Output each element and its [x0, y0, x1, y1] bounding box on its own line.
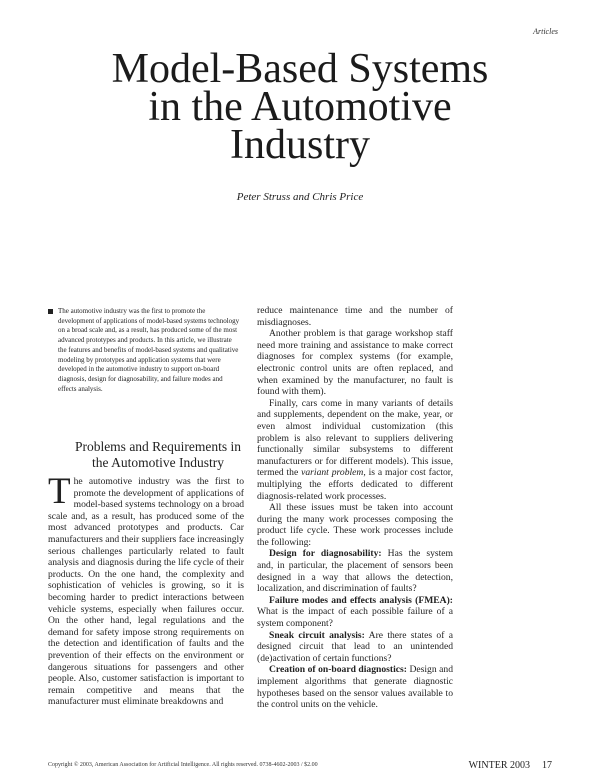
list-item [257, 664, 453, 710]
paragraph-text: Finally, cars come in many variants of details and supplements, dependent on the make, year, or even almost individual customization (this problem is also relevant to suppliers delivering functionally similar subsystems to different manufacturers or for different models). This issue, termed the [257, 397, 453, 479]
body-text: he automotive industry was the first to promote the development of applications of model-based systems technology on a broad scale and, as a result, has produced some of the most advanced prototypes and products. Car manufacturers and their suppliers face increasingly serious challenges particularly related to fault analysis and diagnosis during the life cycle of their products. On the one hand, the complexity and sophistication of vehicles is growing, so it is becoming harder to predict interactions between vehicle systems, especially when failures occur. On the other hand, legal regulations and the demand for safety impose strong requirements on the detection and identification of faults and the prevention of their effects on the environment or dangerous situations for passengers and other people. Also, customer satisfaction is important to remain competitive and means that the manufacturer must eliminate breakdowns and [48, 476, 244, 708]
body-column-left [48, 471, 244, 708]
paragraph: reduce maintenance time and the number of misdiagnoses. [257, 305, 453, 328]
list-item [257, 630, 453, 665]
title-line: Model-Based Systems [111, 46, 489, 92]
drop-cap: T [48, 471, 71, 512]
square-bullet-icon [48, 309, 53, 314]
body-column-right [257, 305, 453, 711]
paragraph-text: , is a major cost factor, multiplying the efforts dedicated to different diagnosis-related work processes. [257, 467, 454, 502]
list-item-text: Are there states of a designed circuit that lead to an unintended (de)activation of certain functions? [257, 629, 453, 664]
page-number: 17 [542, 760, 552, 771]
list-item-text: Has the system and, in particular, the placement of sensors been designed in a way that allows the detection, localization, and discrimination of faults? [257, 548, 453, 595]
section-heading-line: the Automotive Industry [92, 455, 224, 470]
running-head: Articles [533, 27, 558, 36]
list-item-text: Design and implement algorithms that generate diagnostic hypotheses based on the sensor values available to the control units on the vehicle. [257, 664, 454, 711]
abstract [48, 307, 240, 394]
list-item-label: Sneak circuit analysis: [269, 629, 365, 641]
abstract-text: The automotive industry was the first to promote the development of applications of model-based systems technology on a broad scale and, as a result, has produced some of the most advanced prototypes and products. In this article, we illustrate the features and benefits of model-based systems and qualitative modeling by prototypes and application systems that were developed in the automotive industry to support on-board diagnosis, design for diagnosability, and failure modes and effects analysis. [58, 307, 240, 393]
list-item [257, 548, 453, 594]
authors: Peter Struss and Chris Price [236, 191, 364, 203]
list-item-label: Failure modes and effects analysis (FMEA): [269, 594, 453, 606]
paragraph: Another problem is that garage workshop staff need more training and assistance to make correct diagnoses for complex systems (for example, electronic control units are often replaced, and when examined by the manufacturer, no fault is found with them). [257, 328, 453, 398]
section-heading-line: Problems and Requirements in [74, 439, 242, 454]
section-heading [48, 439, 268, 471]
copyright-notice: Copyright © 2003, American Association for Artificial Intelligence. All rights reserved. 0738-4602-2003 / $2.00 [48, 762, 318, 768]
italic-term: variant problem [301, 467, 364, 479]
paragraph [257, 398, 453, 502]
list-item-text: What is the impact of each possible failure of a system component? [257, 606, 453, 630]
issue-label: WINTER 2003 [468, 760, 530, 771]
issue-info [469, 760, 552, 771]
list-item-label: Creation of on-board diagnostics: [269, 664, 407, 676]
title-line: in the Automotive [148, 84, 452, 130]
list-item [257, 595, 453, 630]
paragraph: All these issues must be taken into account during the many work processes composing the product life cycle. These work processes include the following: [257, 502, 453, 548]
article-title [40, 46, 560, 168]
list-item-label: Design for diagnosability: [269, 548, 382, 560]
title-line: Industry [230, 122, 370, 168]
